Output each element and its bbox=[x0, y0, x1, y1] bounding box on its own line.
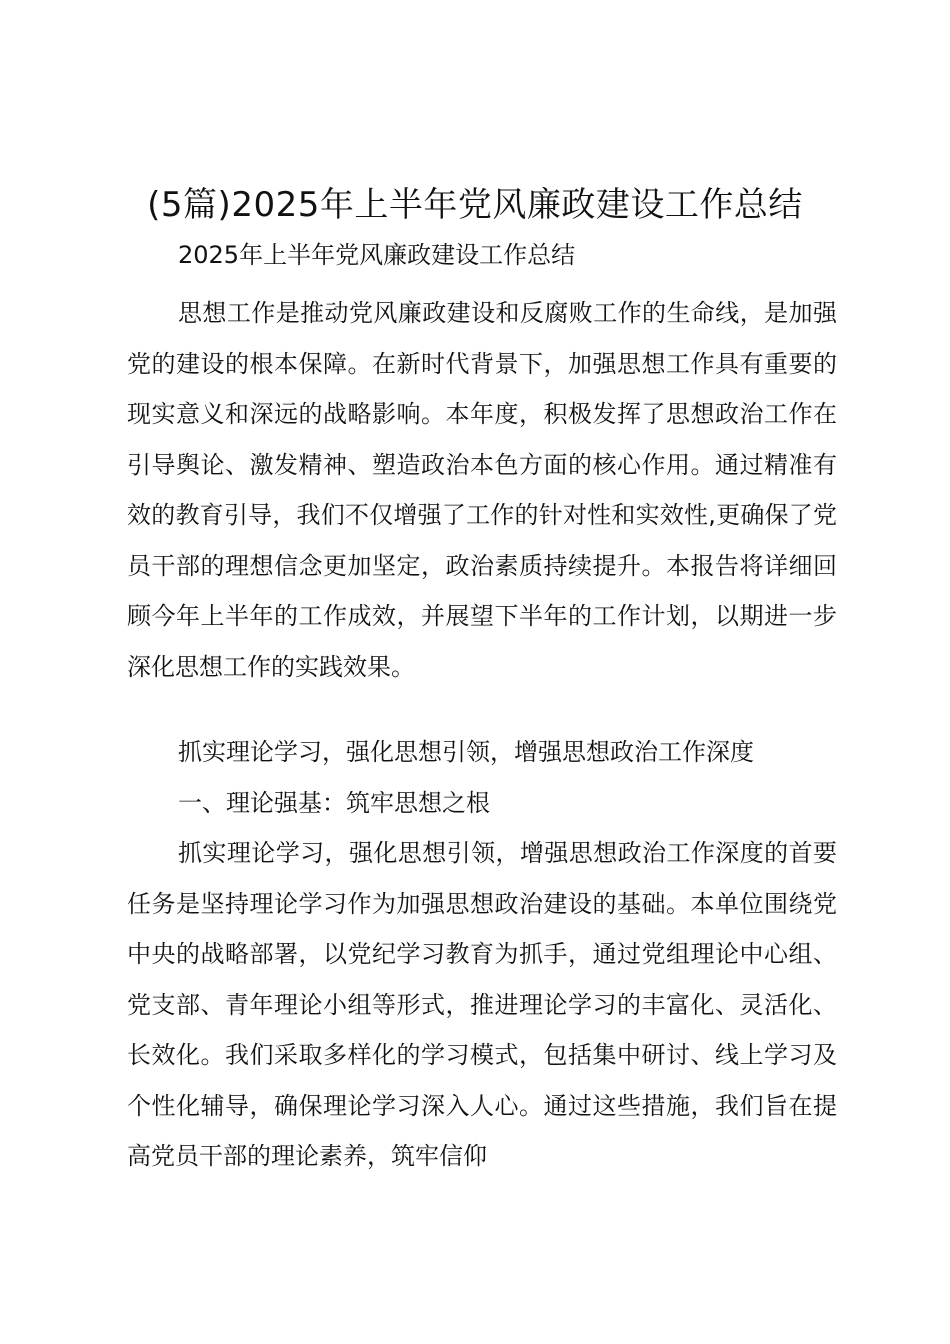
document-subtitle: 2025年上半年党风廉政建设工作总结 bbox=[178, 241, 576, 269]
subsection-heading: 一、理论强基：筑牢思想之根 bbox=[178, 789, 490, 817]
intro-paragraph: 思想工作是推动党风廉政建设和反腐败工作的生命线，是加强党的建设的根本保障。在新时代背景下，加强思想工作具有重要的现实意义和深远的战略影响。本年度，积极发挥了思想政治工作在引导舆论、激发精神、塑造政治本色方面的核心作用。通过精准有效的教育引导，我们不仅增强了工作的针对性和实效性,更确保了党员干部的理想信念更加坚定，政治素质持续提升。本报告将详细回顾今年上半年的工作成效，并展望下半年的工作计划，以期进一步深化思想工作的实践效果。 bbox=[127, 299, 837, 681]
document-title: (5篇)2025年上半年党风廉政建设工作总结 bbox=[147, 185, 803, 225]
section-paragraph: 抓实理论学习，强化思想引领，增强思想政治工作深度的首要任务是坚持理论学习作为加强思想政治建设的基础。本单位围绕党中央的战略部署，以党纪学习教育为抓手，通过党组理论中心组、党支部、青年理论小组等形式，推进理论学习的丰富化、灵活化、长效化。我们采取多样化的学习模式，包括集中研讨、线上学习及个性化辅导，确保理论学习深入人心。通过这些措施，我们旨在提高党员干部的理论素养，筑牢信仰 bbox=[127, 839, 837, 1170]
section-heading: 抓实理论学习，强化思想引领，增强思想政治工作深度 bbox=[178, 738, 754, 766]
